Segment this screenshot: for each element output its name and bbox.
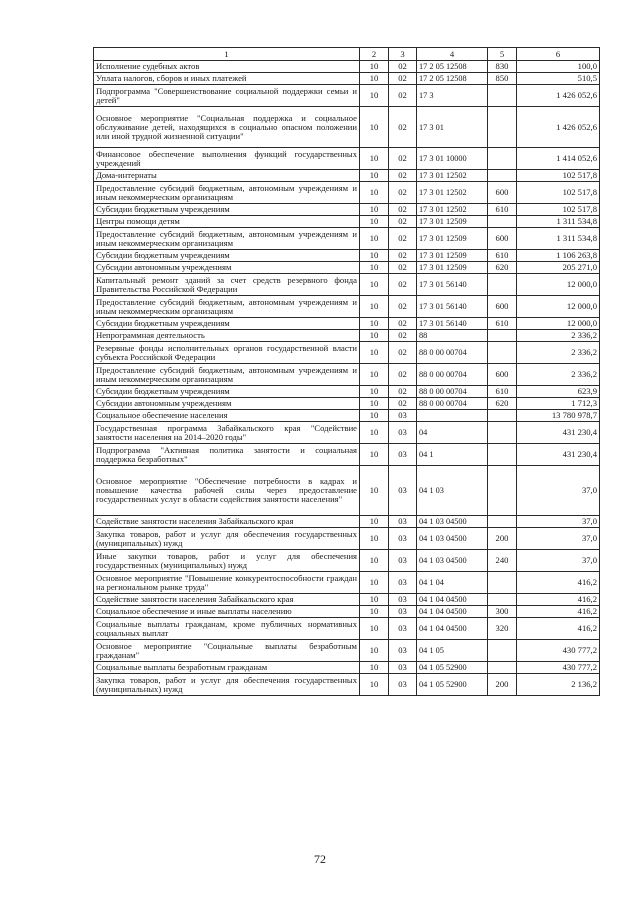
- cell-expense-type: [488, 516, 517, 528]
- cell-amount: 416,2: [517, 572, 600, 594]
- cell-expense-type: 620: [488, 262, 517, 274]
- cell-target-article: 04 1 04 04500: [417, 606, 488, 618]
- cell-amount: 102 517,8: [517, 170, 600, 182]
- cell-subsection: 03: [389, 466, 417, 516]
- table-row: [94, 640, 600, 662]
- cell-amount: 205 271,0: [517, 262, 600, 274]
- cell-expense-type: [488, 422, 517, 444]
- cell-expense-type: [488, 274, 517, 296]
- header-row: [94, 48, 600, 61]
- table-row: [94, 364, 600, 386]
- cell-subsection: 02: [389, 398, 417, 410]
- cell-amount: 37,0: [517, 466, 600, 516]
- cell-expense-type: [488, 85, 517, 107]
- cell-subsection: 03: [389, 528, 417, 550]
- cell-subsection: 03: [389, 410, 417, 422]
- cell-amount: 1 712,3: [517, 398, 600, 410]
- cell-name: Субсидии бюджетным учреждениям: [94, 250, 360, 262]
- cell-subsection: 02: [389, 216, 417, 228]
- cell-amount: 12 000,0: [517, 318, 600, 330]
- cell-name: Иные закупки товаров, работ и услуг для обеспечения государственных (муниципальных) нужд: [94, 550, 360, 572]
- cell-name: Предоставление субсидий бюджетным, автономным учреждениям и иным некоммерческим организациям: [94, 182, 360, 204]
- cell-expense-type: [488, 444, 517, 466]
- cell-amount: 416,2: [517, 606, 600, 618]
- cell-subsection: 03: [389, 618, 417, 640]
- cell-subsection: 02: [389, 342, 417, 364]
- cell-target-article: 04 1: [417, 444, 488, 466]
- cell-subsection: 02: [389, 148, 417, 170]
- cell-section: 10: [360, 342, 389, 364]
- cell-amount: 1 426 052,6: [517, 85, 600, 107]
- cell-expense-type: [488, 107, 517, 148]
- cell-target-article: 17 3 01 12509: [417, 228, 488, 250]
- cell-name: Предоставление субсидий бюджетным, автономным учреждениям и иным некоммерческим организациям: [94, 364, 360, 386]
- cell-target-article: 04 1 03: [417, 466, 488, 516]
- cell-section: 10: [360, 85, 389, 107]
- cell-name: Дома-интернаты: [94, 170, 360, 182]
- header-col-4: 4: [417, 48, 488, 61]
- cell-target-article: 04 1 03 04500: [417, 528, 488, 550]
- cell-section: 10: [360, 528, 389, 550]
- cell-subsection: 03: [389, 640, 417, 662]
- cell-name: Финансовое обеспечение выполнения функций государственных учреждений: [94, 148, 360, 170]
- cell-subsection: 03: [389, 422, 417, 444]
- table-row: [94, 148, 600, 170]
- cell-name: Подпрограмма "Активная политика занятости и социальная поддержка безработных": [94, 444, 360, 466]
- table-row: [94, 296, 600, 318]
- cell-name: Подпрограмма "Совершенствование социальной поддержки семьи и детей": [94, 85, 360, 107]
- table-row: [94, 182, 600, 204]
- table-row: [94, 528, 600, 550]
- cell-section: 10: [360, 572, 389, 594]
- cell-subsection: 03: [389, 550, 417, 572]
- cell-expense-type: [488, 572, 517, 594]
- cell-name: Основное мероприятие "Обеспечение потребности в кадрах и повышение качества рабочей силы через предоставление государственных услуг в области содействия занятости населения": [94, 466, 360, 516]
- cell-section: 10: [360, 410, 389, 422]
- cell-subsection: 03: [389, 606, 417, 618]
- cell-section: 10: [360, 640, 389, 662]
- table-row: [94, 444, 600, 466]
- cell-amount: 102 517,8: [517, 182, 600, 204]
- cell-subsection: 02: [389, 250, 417, 262]
- cell-section: 10: [360, 73, 389, 85]
- cell-amount: 1 426 052,6: [517, 107, 600, 148]
- cell-expense-type: [488, 170, 517, 182]
- cell-target-article: 04 1 05: [417, 640, 488, 662]
- table-row: [94, 606, 600, 618]
- table-row: [94, 228, 600, 250]
- table-row: [94, 386, 600, 398]
- cell-subsection: 02: [389, 170, 417, 182]
- cell-expense-type: 240: [488, 550, 517, 572]
- table-row: [94, 572, 600, 594]
- cell-subsection: 02: [389, 262, 417, 274]
- table-row: [94, 61, 600, 73]
- cell-section: 10: [360, 318, 389, 330]
- cell-target-article: 17 3: [417, 85, 488, 107]
- cell-target-article: 17 3 01 12502: [417, 182, 488, 204]
- cell-amount: 1 311 534,8: [517, 216, 600, 228]
- cell-amount: 100,0: [517, 61, 600, 73]
- cell-name: Капитальный ремонт зданий за счет средств резервного фонда Правительства Российской Федерации: [94, 274, 360, 296]
- cell-expense-type: [488, 640, 517, 662]
- cell-section: 10: [360, 262, 389, 274]
- cell-name: Основное мероприятие "Социальная поддержка и социальное обслуживание детей, находящихся в социально опасном положении или иной трудной жизненной ситуации": [94, 107, 360, 148]
- cell-name: Субсидии бюджетным учреждениям: [94, 318, 360, 330]
- cell-section: 10: [360, 274, 389, 296]
- cell-expense-type: [488, 410, 517, 422]
- cell-subsection: 03: [389, 572, 417, 594]
- header-col-5: 5: [488, 48, 517, 61]
- cell-expense-type: 850: [488, 73, 517, 85]
- cell-amount: 1 106 263,8: [517, 250, 600, 262]
- cell-target-article: [417, 410, 488, 422]
- cell-name: Уплата налогов, сборов и иных платежей: [94, 73, 360, 85]
- cell-target-article: 17 3 01 10000: [417, 148, 488, 170]
- cell-section: 10: [360, 296, 389, 318]
- cell-target-article: 17 3 01 56140: [417, 318, 488, 330]
- cell-name: Основное мероприятие "Повышение конкурентоспособности граждан на региональном рынке труда": [94, 572, 360, 594]
- cell-target-article: 04 1 04 04500: [417, 594, 488, 606]
- cell-expense-type: 600: [488, 228, 517, 250]
- cell-name: Социальное обеспечение и иные выплаты населению: [94, 606, 360, 618]
- table-row: [94, 85, 600, 107]
- table-row: [94, 516, 600, 528]
- cell-subsection: 03: [389, 674, 417, 696]
- cell-amount: 12 000,0: [517, 296, 600, 318]
- cell-name: Субсидии бюджетным учреждениям: [94, 386, 360, 398]
- cell-expense-type: 600: [488, 364, 517, 386]
- cell-target-article: 17 3 01 56140: [417, 296, 488, 318]
- cell-name: Предоставление субсидий бюджетным, автономным учреждениям и иным некоммерческим организациям: [94, 228, 360, 250]
- header-col-6: 6: [517, 48, 600, 61]
- cell-amount: 2 336,2: [517, 330, 600, 342]
- cell-subsection: 02: [389, 274, 417, 296]
- cell-expense-type: 610: [488, 250, 517, 262]
- cell-amount: 1 311 534,8: [517, 228, 600, 250]
- cell-target-article: 88 0 00 00704: [417, 342, 488, 364]
- cell-subsection: 02: [389, 61, 417, 73]
- cell-target-article: 17 3 01 12502: [417, 204, 488, 216]
- cell-expense-type: 300: [488, 606, 517, 618]
- cell-section: 10: [360, 250, 389, 262]
- cell-section: 10: [360, 606, 389, 618]
- cell-name: Социальные выплаты гражданам, кроме публичных нормативных социальных выплат: [94, 618, 360, 640]
- cell-target-article: 04 1 04: [417, 572, 488, 594]
- cell-expense-type: 610: [488, 204, 517, 216]
- table-row: [94, 250, 600, 262]
- cell-section: 10: [360, 61, 389, 73]
- table-row: [94, 330, 600, 342]
- cell-target-article: 88: [417, 330, 488, 342]
- cell-amount: 510,5: [517, 73, 600, 85]
- cell-amount: 13 780 978,7: [517, 410, 600, 422]
- cell-section: 10: [360, 466, 389, 516]
- cell-amount: 430 777,2: [517, 640, 600, 662]
- cell-subsection: 02: [389, 364, 417, 386]
- table-row: [94, 662, 600, 674]
- table-row: [94, 73, 600, 85]
- cell-section: 10: [360, 204, 389, 216]
- cell-amount: 431 230,4: [517, 422, 600, 444]
- cell-subsection: 02: [389, 85, 417, 107]
- cell-name: Исполнение судебных актов: [94, 61, 360, 73]
- cell-section: 10: [360, 516, 389, 528]
- cell-target-article: 17 3 01 12509: [417, 250, 488, 262]
- cell-target-article: 04 1 05 52900: [417, 662, 488, 674]
- header-col-1: 1: [94, 48, 360, 61]
- cell-amount: 37,0: [517, 528, 600, 550]
- cell-target-article: 04 1 03 04500: [417, 550, 488, 572]
- cell-expense-type: [488, 662, 517, 674]
- table-row: [94, 550, 600, 572]
- cell-name: Социальные выплаты безработным гражданам: [94, 662, 360, 674]
- cell-section: 10: [360, 422, 389, 444]
- cell-target-article: 17 3 01 56140: [417, 274, 488, 296]
- cell-section: 10: [360, 444, 389, 466]
- table-body: [94, 61, 600, 696]
- cell-section: 10: [360, 228, 389, 250]
- cell-expense-type: 610: [488, 318, 517, 330]
- table-row: [94, 262, 600, 274]
- cell-name: Центры помощи детям: [94, 216, 360, 228]
- cell-section: 10: [360, 182, 389, 204]
- table-row: [94, 674, 600, 696]
- cell-section: 10: [360, 330, 389, 342]
- cell-name: Субсидии бюджетным учреждениям: [94, 204, 360, 216]
- cell-amount: 430 777,2: [517, 662, 600, 674]
- cell-amount: 37,0: [517, 550, 600, 572]
- cell-section: 10: [360, 398, 389, 410]
- table-row: [94, 618, 600, 640]
- page-number: 72: [314, 852, 326, 866]
- cell-section: 10: [360, 386, 389, 398]
- cell-amount: 416,2: [517, 618, 600, 640]
- table-row: [94, 170, 600, 182]
- cell-name: Государственная программа Забайкальского края "Содействие занятости населения на 2014–2020 годы": [94, 422, 360, 444]
- cell-amount: 2 336,2: [517, 342, 600, 364]
- cell-target-article: 17 3 01 12509: [417, 262, 488, 274]
- cell-name: Субсидии автономным учреждениям: [94, 398, 360, 410]
- cell-subsection: 02: [389, 386, 417, 398]
- cell-target-article: 04 1 05 52900: [417, 674, 488, 696]
- table-row: [94, 274, 600, 296]
- table-row: [94, 422, 600, 444]
- cell-subsection: 03: [389, 662, 417, 674]
- cell-name: Социальное обеспечение населения: [94, 410, 360, 422]
- header-col-3: 3: [389, 48, 417, 61]
- table-row: [94, 107, 600, 148]
- cell-section: 10: [360, 594, 389, 606]
- cell-subsection: 03: [389, 594, 417, 606]
- cell-name: Субсидии автономным учреждениям: [94, 262, 360, 274]
- cell-subsection: 02: [389, 296, 417, 318]
- cell-name: Закупка товаров, работ и услуг для обеспечения государственных (муниципальных) нужд: [94, 528, 360, 550]
- cell-section: 10: [360, 107, 389, 148]
- cell-section: 10: [360, 148, 389, 170]
- cell-amount: 12 000,0: [517, 274, 600, 296]
- cell-name: Основное мероприятие "Социальные выплаты безработным гражданам": [94, 640, 360, 662]
- cell-target-article: 17 2 05 12508: [417, 73, 488, 85]
- cell-amount: 1 414 052,6: [517, 148, 600, 170]
- table-row: [94, 398, 600, 410]
- table-row: [94, 410, 600, 422]
- cell-name: Резервные фонды исполнительных органов государственной власти субъекта Российской Федерации: [94, 342, 360, 364]
- table-row: [94, 318, 600, 330]
- cell-expense-type: [488, 216, 517, 228]
- cell-target-article: 04 1 03 04500: [417, 516, 488, 528]
- table-row: [94, 342, 600, 364]
- cell-target-article: 17 2 05 12508: [417, 61, 488, 73]
- cell-subsection: 02: [389, 182, 417, 204]
- cell-subsection: 02: [389, 107, 417, 148]
- cell-amount: 102 517,8: [517, 204, 600, 216]
- cell-section: 10: [360, 170, 389, 182]
- table-row: [94, 594, 600, 606]
- table-row: [94, 216, 600, 228]
- cell-target-article: 17 3 01 12509: [417, 216, 488, 228]
- cell-amount: 37,0: [517, 516, 600, 528]
- cell-target-article: 04 1 04 04500: [417, 618, 488, 640]
- cell-name: Предоставление субсидий бюджетным, автономным учреждениям и иным некоммерческим организациям: [94, 296, 360, 318]
- cell-target-article: 88 0 00 00704: [417, 386, 488, 398]
- cell-expense-type: [488, 466, 517, 516]
- cell-expense-type: [488, 330, 517, 342]
- cell-name: Непрограммная деятельность: [94, 330, 360, 342]
- cell-section: 10: [360, 662, 389, 674]
- cell-subsection: 02: [389, 204, 417, 216]
- header-col-2: 2: [360, 48, 389, 61]
- cell-target-article: 17 3 01 12502: [417, 170, 488, 182]
- cell-section: 10: [360, 618, 389, 640]
- cell-expense-type: 610: [488, 386, 517, 398]
- cell-amount: 431 230,4: [517, 444, 600, 466]
- cell-section: 10: [360, 674, 389, 696]
- cell-amount: 2 336,2: [517, 364, 600, 386]
- cell-expense-type: [488, 594, 517, 606]
- cell-amount: 2 136,2: [517, 674, 600, 696]
- cell-amount: 416,2: [517, 594, 600, 606]
- cell-target-article: 04: [417, 422, 488, 444]
- cell-target-article: 17 3 01: [417, 107, 488, 148]
- budget-table: [93, 47, 600, 696]
- cell-expense-type: 620: [488, 398, 517, 410]
- cell-expense-type: [488, 342, 517, 364]
- cell-subsection: 02: [389, 228, 417, 250]
- cell-expense-type: 600: [488, 296, 517, 318]
- cell-subsection: 03: [389, 516, 417, 528]
- cell-expense-type: 320: [488, 618, 517, 640]
- cell-subsection: 02: [389, 330, 417, 342]
- cell-section: 10: [360, 216, 389, 228]
- cell-section: 10: [360, 364, 389, 386]
- cell-name: Содействие занятости населения Забайкальского края: [94, 516, 360, 528]
- table-row: [94, 466, 600, 516]
- cell-subsection: 02: [389, 318, 417, 330]
- cell-target-article: 88 0 00 00704: [417, 364, 488, 386]
- cell-subsection: 02: [389, 73, 417, 85]
- cell-expense-type: 200: [488, 674, 517, 696]
- cell-expense-type: 830: [488, 61, 517, 73]
- cell-expense-type: [488, 148, 517, 170]
- cell-expense-type: 200: [488, 528, 517, 550]
- table-row: [94, 204, 600, 216]
- cell-target-article: 88 0 00 00704: [417, 398, 488, 410]
- cell-subsection: 03: [389, 444, 417, 466]
- cell-amount: 623,9: [517, 386, 600, 398]
- cell-name: Закупка товаров, работ и услуг для обеспечения государственных (муниципальных) нужд: [94, 674, 360, 696]
- cell-expense-type: 600: [488, 182, 517, 204]
- cell-name: Содействие занятости населения Забайкальского края: [94, 594, 360, 606]
- cell-section: 10: [360, 550, 389, 572]
